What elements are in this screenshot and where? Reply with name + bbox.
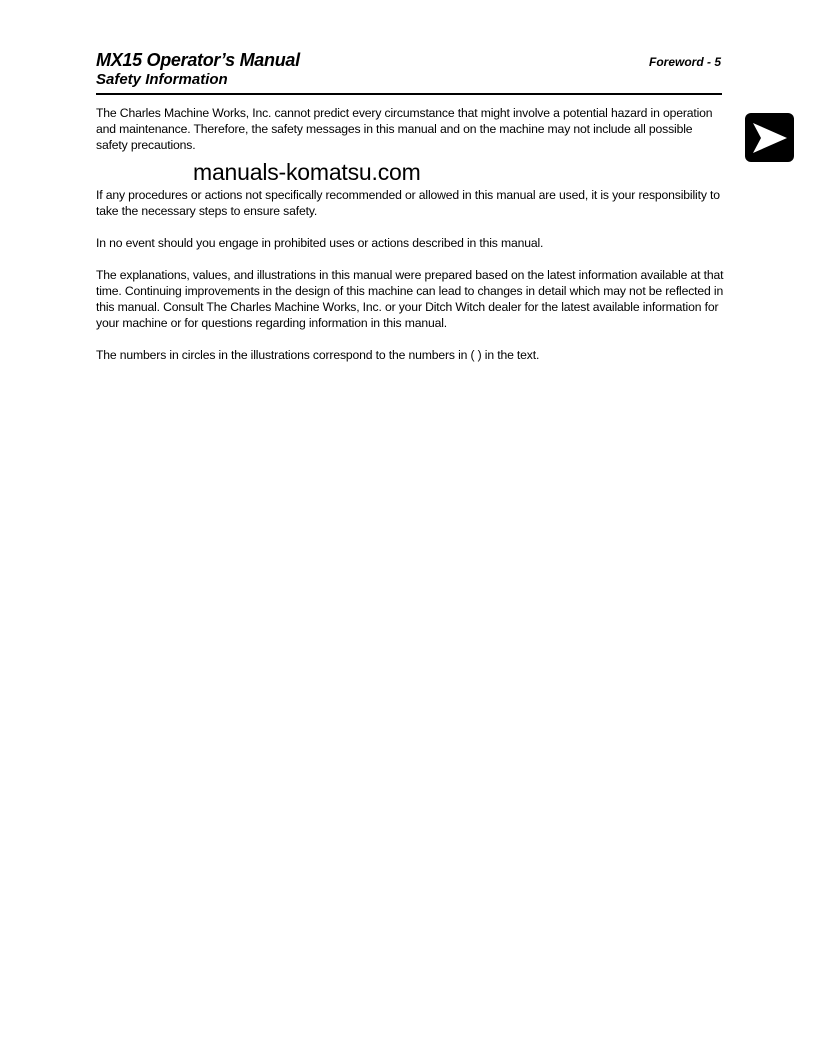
page-number: Foreword - 5 — [648, 55, 721, 69]
paragraph: The explanations, values, and illustrations in this manual were prepared based on the latest information available at that time. Continuing improvements in the design of this machine can lead to changes in detail which may not be reflected in this manual. Consult The Charles Machine Works, Inc. or your Ditch Witch dealer for the latest available information for your machine or for questions regarding information in this manual. — [96, 268, 724, 330]
paragraph: In no event should you engage in prohibited uses or actions described in this manual. — [96, 236, 544, 250]
paragraph: The numbers in circles in the illustrations correspond to the numbers in ( ) in the text. — [96, 348, 540, 362]
paragraph: If any procedures or actions not specifically recommended or allowed in this manual are used, it is your responsibility to take the necessary steps to ensure safety. — [96, 188, 720, 218]
header-divider — [96, 93, 722, 95]
section-title: Safety Information — [96, 71, 228, 88]
watermark: manuals-komatsu.com — [193, 159, 421, 185]
paragraph: The Charles Machine Works, Inc. cannot predict every circumstance that might involve a potential hazard in operation and maintenance. Therefore, the safety messages in this manual and on the machine may not include all possible safety precautions. — [96, 106, 713, 152]
body-text — [96, 105, 726, 379]
next-page-arrow-icon — [751, 121, 789, 155]
manual-title: MX15 Operator’s Manual — [96, 50, 300, 70]
next-page-button[interactable] — [745, 113, 794, 162]
